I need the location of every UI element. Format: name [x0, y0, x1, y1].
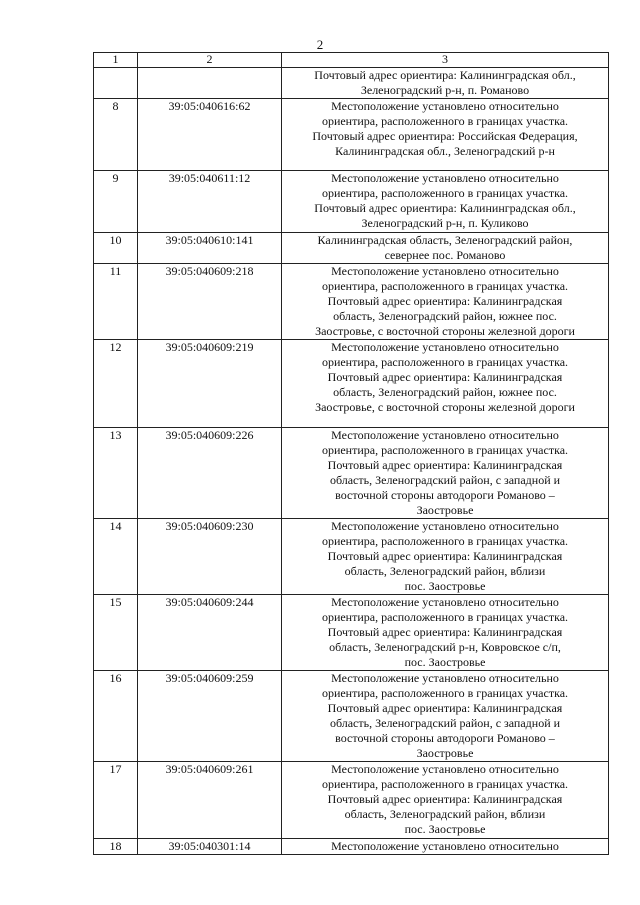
- row-number: 14: [94, 519, 138, 595]
- cadastral-number: 39:05:040301:14: [138, 839, 282, 855]
- description-line: ориентира, расположенного в границах участка.: [321, 686, 569, 700]
- description-line: ориентира, расположенного в границах участка.: [321, 534, 569, 548]
- description-line: ориентира, расположенного в границах участка.: [321, 279, 569, 293]
- description-line: Заостровье: [416, 746, 474, 760]
- table-row: [94, 428, 609, 519]
- row-number: 11: [94, 264, 138, 340]
- description-line: Почтовый адрес ориентира: Калининградская: [327, 294, 563, 308]
- description-line: Местоположение установлено относительно: [331, 340, 559, 354]
- description-line: ориентира, расположенного в границах участка.: [321, 355, 569, 369]
- table-row: [94, 340, 609, 428]
- table-row: [94, 595, 609, 671]
- description-line: Почтовый адрес ориентира: Калининградская: [327, 792, 563, 806]
- row-number: 8: [94, 99, 138, 171]
- cadastral-number: 39:05:040609:244: [138, 595, 282, 671]
- description-line: Калининградская область, Зеленоградский район,: [317, 233, 573, 247]
- row-number: 17: [94, 762, 138, 839]
- location-description: [282, 171, 609, 233]
- location-description: [282, 428, 609, 519]
- table-row: [94, 762, 609, 839]
- description-line: область, Зеленоградский район, с западной и: [329, 716, 561, 730]
- description-line: Почтовый адрес ориентира: Калининградская: [327, 370, 563, 384]
- table-row: [94, 171, 609, 233]
- description-line: пос. Заостровье: [404, 579, 486, 593]
- description-line: Местоположение установлено относительно: [331, 171, 559, 185]
- cadastral-number: 39:05:040609:261: [138, 762, 282, 839]
- location-description: [282, 233, 609, 264]
- description-line: область, Зеленоградский р-н, Ковровское с/п,: [329, 640, 561, 654]
- column-number-row: [94, 53, 609, 68]
- description-line: Почтовый адрес ориентира: Калининградская: [327, 458, 563, 472]
- cadastral-number: 39:05:040609:230: [138, 519, 282, 595]
- location-description: [282, 839, 609, 855]
- description-line: область, Зеленоградский район, вблизи: [344, 807, 546, 821]
- location-description: [282, 264, 609, 340]
- description-line: Почтовый адрес ориентира: Калининградская обл.,: [314, 201, 576, 215]
- description-line: Местоположение установлено относительно: [331, 519, 559, 533]
- column-header-3: 3: [282, 53, 609, 68]
- row-number: 9: [94, 171, 138, 233]
- row-number: 13: [94, 428, 138, 519]
- description-line: пос. Заостровье: [404, 655, 486, 669]
- row-number: 15: [94, 595, 138, 671]
- description-line: Зеленоградский р-н, п. Куликово: [361, 216, 529, 230]
- table-row: [94, 264, 609, 340]
- description-line: пос. Заостровье: [404, 822, 486, 836]
- location-description: [282, 340, 609, 428]
- location-description: [282, 519, 609, 595]
- cadastral-number: [138, 68, 282, 99]
- row-number: 18: [94, 839, 138, 855]
- table-row: [94, 519, 609, 595]
- cadastral-number: 39:05:040610:141: [138, 233, 282, 264]
- description-line: Почтовый адрес ориентира: Калининградская: [327, 625, 563, 639]
- row-number: 16: [94, 671, 138, 762]
- location-description: [282, 671, 609, 762]
- description-line: Местоположение установлено относительно: [331, 671, 559, 685]
- description-line: область, Зеленоградский район, южнее пос.: [333, 385, 557, 399]
- description-line: область, Зеленоградский район, южнее пос.: [333, 309, 557, 323]
- table-row: [94, 233, 609, 264]
- cadastral-number: 39:05:040609:219: [138, 340, 282, 428]
- description-line: Почтовый адрес ориентира: Калининградская обл.,: [314, 68, 576, 82]
- description-line: севернее пос. Романово: [384, 248, 506, 262]
- cadastral-number: 39:05:040611:12: [138, 171, 282, 233]
- description-line: Почтовый адрес ориентира: Калининградская: [327, 701, 563, 715]
- description-line: Местоположение установлено относительно: [331, 762, 559, 776]
- description-line: Местоположение установлено относительно: [331, 428, 559, 442]
- description-line: область, Зеленоградский район, с западной и: [329, 473, 561, 487]
- row-number: [94, 68, 138, 99]
- cadastral-number: 39:05:040609:259: [138, 671, 282, 762]
- location-description: [282, 68, 609, 99]
- description-line: ориентира, расположенного в границах участка.: [321, 610, 569, 624]
- description-line: Заостровье, с восточной стороны железной дороги: [315, 400, 575, 414]
- description-line: восточной стороны автодороги Романово –: [335, 488, 555, 502]
- description-line: восточной стороны автодороги Романово –: [335, 731, 555, 745]
- cadastral-number: 39:05:040609:218: [138, 264, 282, 340]
- description-line: ориентира, расположенного в границах участка.: [321, 443, 569, 457]
- table-row: [94, 839, 609, 855]
- description-line: Почтовый адрес ориентира: Калининградская: [327, 549, 563, 563]
- description-line: Местоположение установлено относительно: [331, 839, 559, 853]
- column-header-2: 2: [138, 53, 282, 68]
- location-description: [282, 99, 609, 171]
- location-description: [282, 762, 609, 839]
- description-line: область, Зеленоградский район, вблизи: [344, 564, 546, 578]
- table-row: [94, 99, 609, 171]
- page-number: 2: [316, 37, 324, 52]
- description-line: Заостровье, с восточной стороны железной дороги: [315, 324, 575, 338]
- description-line: Местоположение установлено относительно: [331, 99, 559, 113]
- description-line: ориентира, расположенного в границах участка.: [321, 114, 569, 128]
- description-line: Зеленоградский р-н, п. Романово: [360, 83, 530, 97]
- table-row: [94, 68, 609, 99]
- land-plots-table: [93, 52, 609, 855]
- row-number: 10: [94, 233, 138, 264]
- table-row: [94, 671, 609, 762]
- description-line: Местоположение установлено относительно: [331, 264, 559, 278]
- location-description: [282, 595, 609, 671]
- cadastral-number: 39:05:040616:62: [138, 99, 282, 171]
- description-line: Калининградская обл., Зеленоградский р-н: [335, 144, 555, 158]
- row-number: 12: [94, 340, 138, 428]
- description-line: Почтовый адрес ориентира: Российская Федерация,: [312, 129, 578, 143]
- description-line: ориентира, расположенного в границах участка.: [321, 186, 569, 200]
- cadastral-number: 39:05:040609:226: [138, 428, 282, 519]
- description-line: ориентира, расположенного в границах участка.: [321, 777, 569, 791]
- column-header-1: 1: [94, 53, 138, 68]
- description-line: Заостровье: [416, 503, 474, 517]
- description-line: Местоположение установлено относительно: [331, 595, 559, 609]
